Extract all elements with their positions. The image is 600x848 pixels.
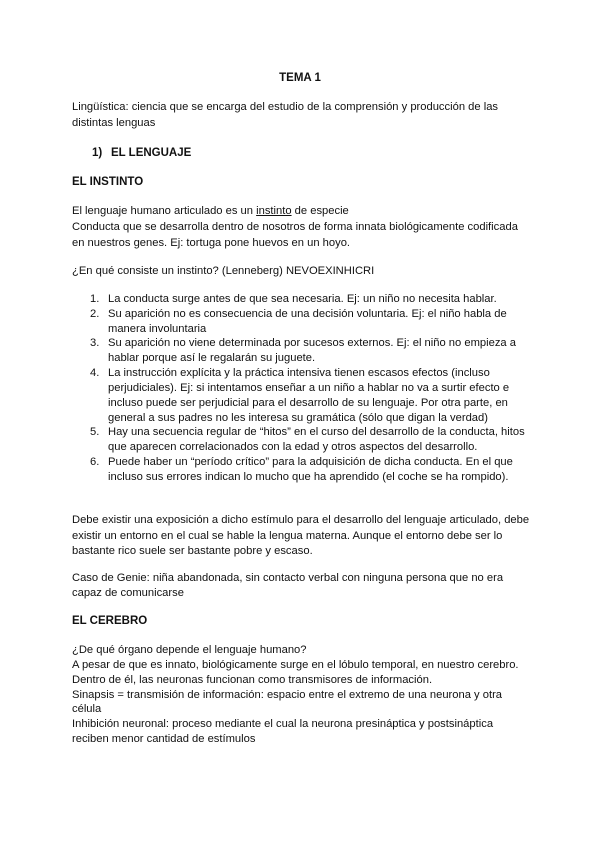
heading-instinto: EL INSTINTO xyxy=(72,176,144,188)
list-item-line: manera involuntaria xyxy=(108,323,207,335)
list-item-line: Su aparición no viene determinada por sucesos externos. Ej: el niño no empieza a xyxy=(108,337,516,349)
text-line: existir un entorno en el cual se hable la lengua materna. Aunque el entorno debe ser lo xyxy=(72,530,503,542)
text: de especie xyxy=(291,205,349,217)
text-line: célula xyxy=(72,703,102,715)
question: ¿En qué consiste un instinto? (Lenneberg) NEVOEXINHICRI xyxy=(72,265,375,277)
text-line: Dentro de él, las neuronas funcionan como transmisores de información. xyxy=(72,674,433,686)
text-line: capaz de comunicarse xyxy=(72,587,184,599)
list-number: 5. xyxy=(90,426,100,438)
heading-cerebro: EL CEREBRO xyxy=(72,615,148,627)
list-number: 2. xyxy=(90,308,100,320)
intro-line: Lingüística: ciencia que se encarga del estudio de la comprensión y producción de las xyxy=(72,101,499,113)
intro-line: distintas lenguas xyxy=(72,117,156,129)
list-item-line: incluso sus errores indican lo mucho que ha aprendido (el coche se ha rompido). xyxy=(108,471,509,483)
list-item-line: hablar porque así le regalarán su juguete. xyxy=(108,352,316,364)
list-item-line: Hay una secuencia regular de “hitos” en el curso del desarrollo de la conducta, hitos xyxy=(108,426,525,438)
list-number: 4. xyxy=(90,367,100,379)
text: El lenguaje humano articulado es un xyxy=(72,205,257,217)
text-line: bastante rico suele ser bastante pobre y escaso. xyxy=(72,545,313,557)
text-line: ¿De qué órgano depende el lenguaje humano? xyxy=(72,644,307,656)
list-item-line: Puede haber un “período crítico” para la adquisición de dicha conducta. En el que xyxy=(108,456,513,468)
text-line: Caso de Genie: niña abandonada, sin contacto verbal con ninguna persona que no era xyxy=(72,572,504,584)
list-item-line: Su aparición no es consecuencia de una decisión voluntaria. Ej: el niño habla de xyxy=(108,308,507,320)
list-item-line: perjudiciales). Ej: si intentamos enseñar a un niño a hablar no va a surtir efecto e xyxy=(108,382,510,394)
list-item-line: La instrucción explícita y la práctica intensiva tienen escasos efectos (incluso xyxy=(108,367,490,379)
text-line: Debe existir una exposición a dicho estímulo para el desarrollo del lenguaje articulado, debe xyxy=(72,514,530,526)
text-line: A pesar de que es innato, biológicamente surge en el lóbulo temporal, en nuestro cerebro. xyxy=(72,659,519,671)
list-number: 1. xyxy=(90,293,100,305)
instinto-definition xyxy=(72,204,349,219)
section-title: EL LENGUAJE xyxy=(111,147,192,159)
list-item-line: que aparecen correlacionados con la edad y otros aspectos del desarrollo. xyxy=(108,441,478,453)
text-line: Sinapsis = transmisión de información: espacio entre el extremo de una neurona y otra xyxy=(72,689,503,701)
underlined-term: instinto xyxy=(256,205,292,217)
list-item-line: La conducta surge antes de que sea necesaria. Ej: un niño no necesita hablar. xyxy=(108,293,497,305)
list-item-line: incluso puede ser perjudicial para el desarrollo de su lenguaje. Por otra parte, en xyxy=(108,397,508,409)
list-item-line: general a sus padres no les interesa su gramática (sólo que digan la verdad) xyxy=(108,412,488,424)
text-line: reciben menor cantidad de estímulos xyxy=(72,733,256,745)
document-title: TEMA 1 xyxy=(279,72,321,84)
text-line: en nuestros genes. Ej: tortuga pone huevos en un hoyo. xyxy=(72,237,351,249)
section-number: 1) xyxy=(92,147,103,159)
text-line: Inhibición neuronal: proceso mediante el cual la neurona presináptica y postsináptica xyxy=(72,718,494,730)
text-line: Conducta que se desarrolla dentro de nosotros de forma innata biológicamente codificada xyxy=(72,221,518,233)
list-number: 3. xyxy=(90,337,100,349)
list-number: 6. xyxy=(90,456,100,468)
